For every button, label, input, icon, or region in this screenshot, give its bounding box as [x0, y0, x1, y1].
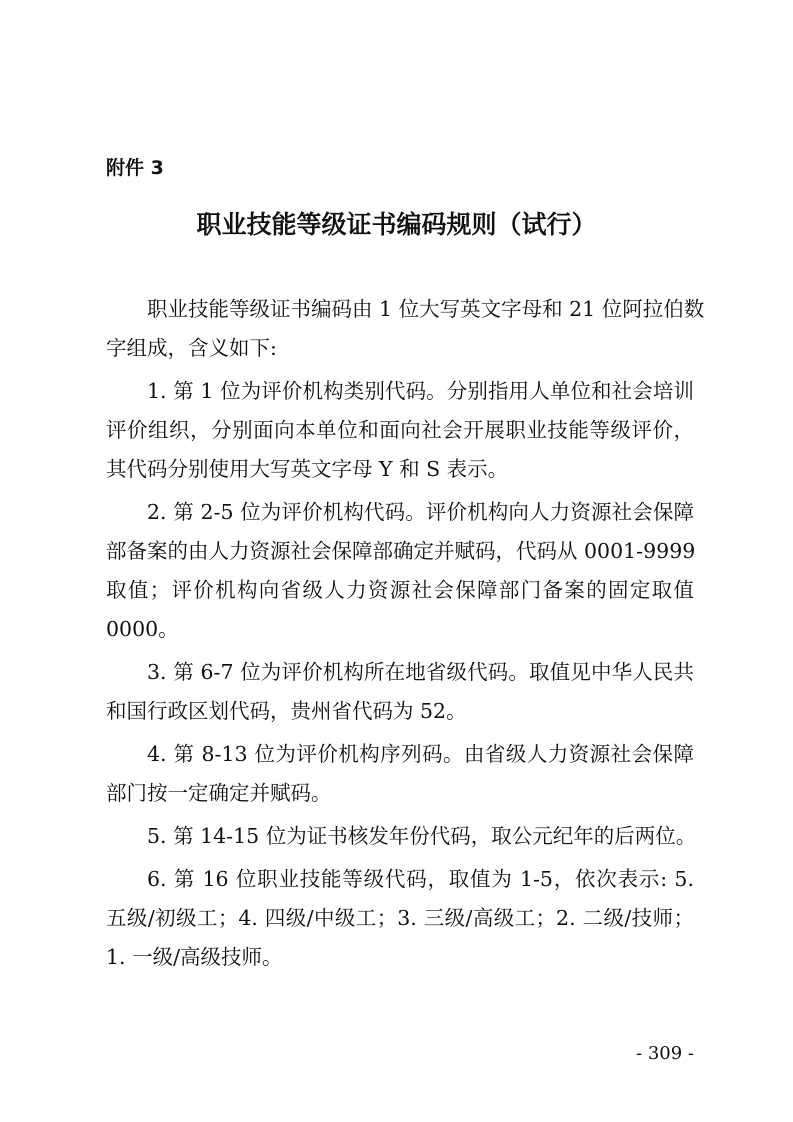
page-number: - 309 -: [636, 1043, 694, 1064]
text-line: 部门按一定确定并赋码。: [106, 781, 332, 805]
text-line: 0000。: [106, 617, 179, 641]
paragraph-rule-2: [106, 493, 694, 649]
text-line: 评价组织，分别面向本单位和面向社会开展职业技能等级评价，: [106, 418, 694, 442]
attachment-label: 附件 3: [106, 157, 164, 179]
text-line: 和国行政区划代码，贵州省代码为 52。: [106, 699, 467, 723]
text-line: 2. 第 2-5 位为评价机构代码。评价机构向人力资源社会保障: [147, 500, 694, 524]
paragraph-rule-6: [106, 860, 694, 977]
paragraph-rule-3: [106, 653, 694, 731]
paragraph-rule-1: [106, 372, 694, 489]
text-line: 字组成，含义如下:: [106, 336, 277, 360]
text-line: 5. 第 14-15 位为证书核发年份代码，取公元纪年的后两位。: [147, 824, 697, 848]
text-line: 3. 第 6-7 位为评价机构所在地省级代码。取值见中华人民共: [147, 660, 694, 684]
text-line: 其代码分别使用大写英文字母 Y 和 S 表示。: [106, 457, 509, 481]
document-body: [106, 290, 705, 981]
paragraph-rule-5: [106, 817, 697, 856]
text-line: 取值；评价机构向省级人力资源社会保障部门备案的固定取值: [106, 578, 694, 602]
text-line: 1. 第 1 位为评价机构类别代码。分别指用人单位和社会培训: [147, 379, 694, 403]
text-line: 职业技能等级证书编码由 1 位大写英文字母和 21 位阿拉伯数: [147, 297, 705, 321]
paragraph-intro: [106, 290, 705, 368]
text-line: 4. 第 8-13 位为评价机构序列码。由省级人力资源社会保障: [147, 742, 694, 766]
text-line: 五级/初级工；4. 四级/中级工；3. 三级/高级工；2. 二级/技师；: [106, 906, 694, 930]
document-title: 职业技能等级证书编码规则（试行）: [196, 210, 597, 239]
text-line: 6. 第 16 位职业技能等级代码，取值为 1-5，依次表示: 5.: [147, 867, 694, 891]
text-line: 1. 一级/高级技师。: [106, 945, 283, 969]
text-line: 部备案的由人力资源社会保障部确定并赋码，代码从 0001-9999: [106, 539, 696, 563]
paragraph-rule-4: [106, 735, 694, 813]
